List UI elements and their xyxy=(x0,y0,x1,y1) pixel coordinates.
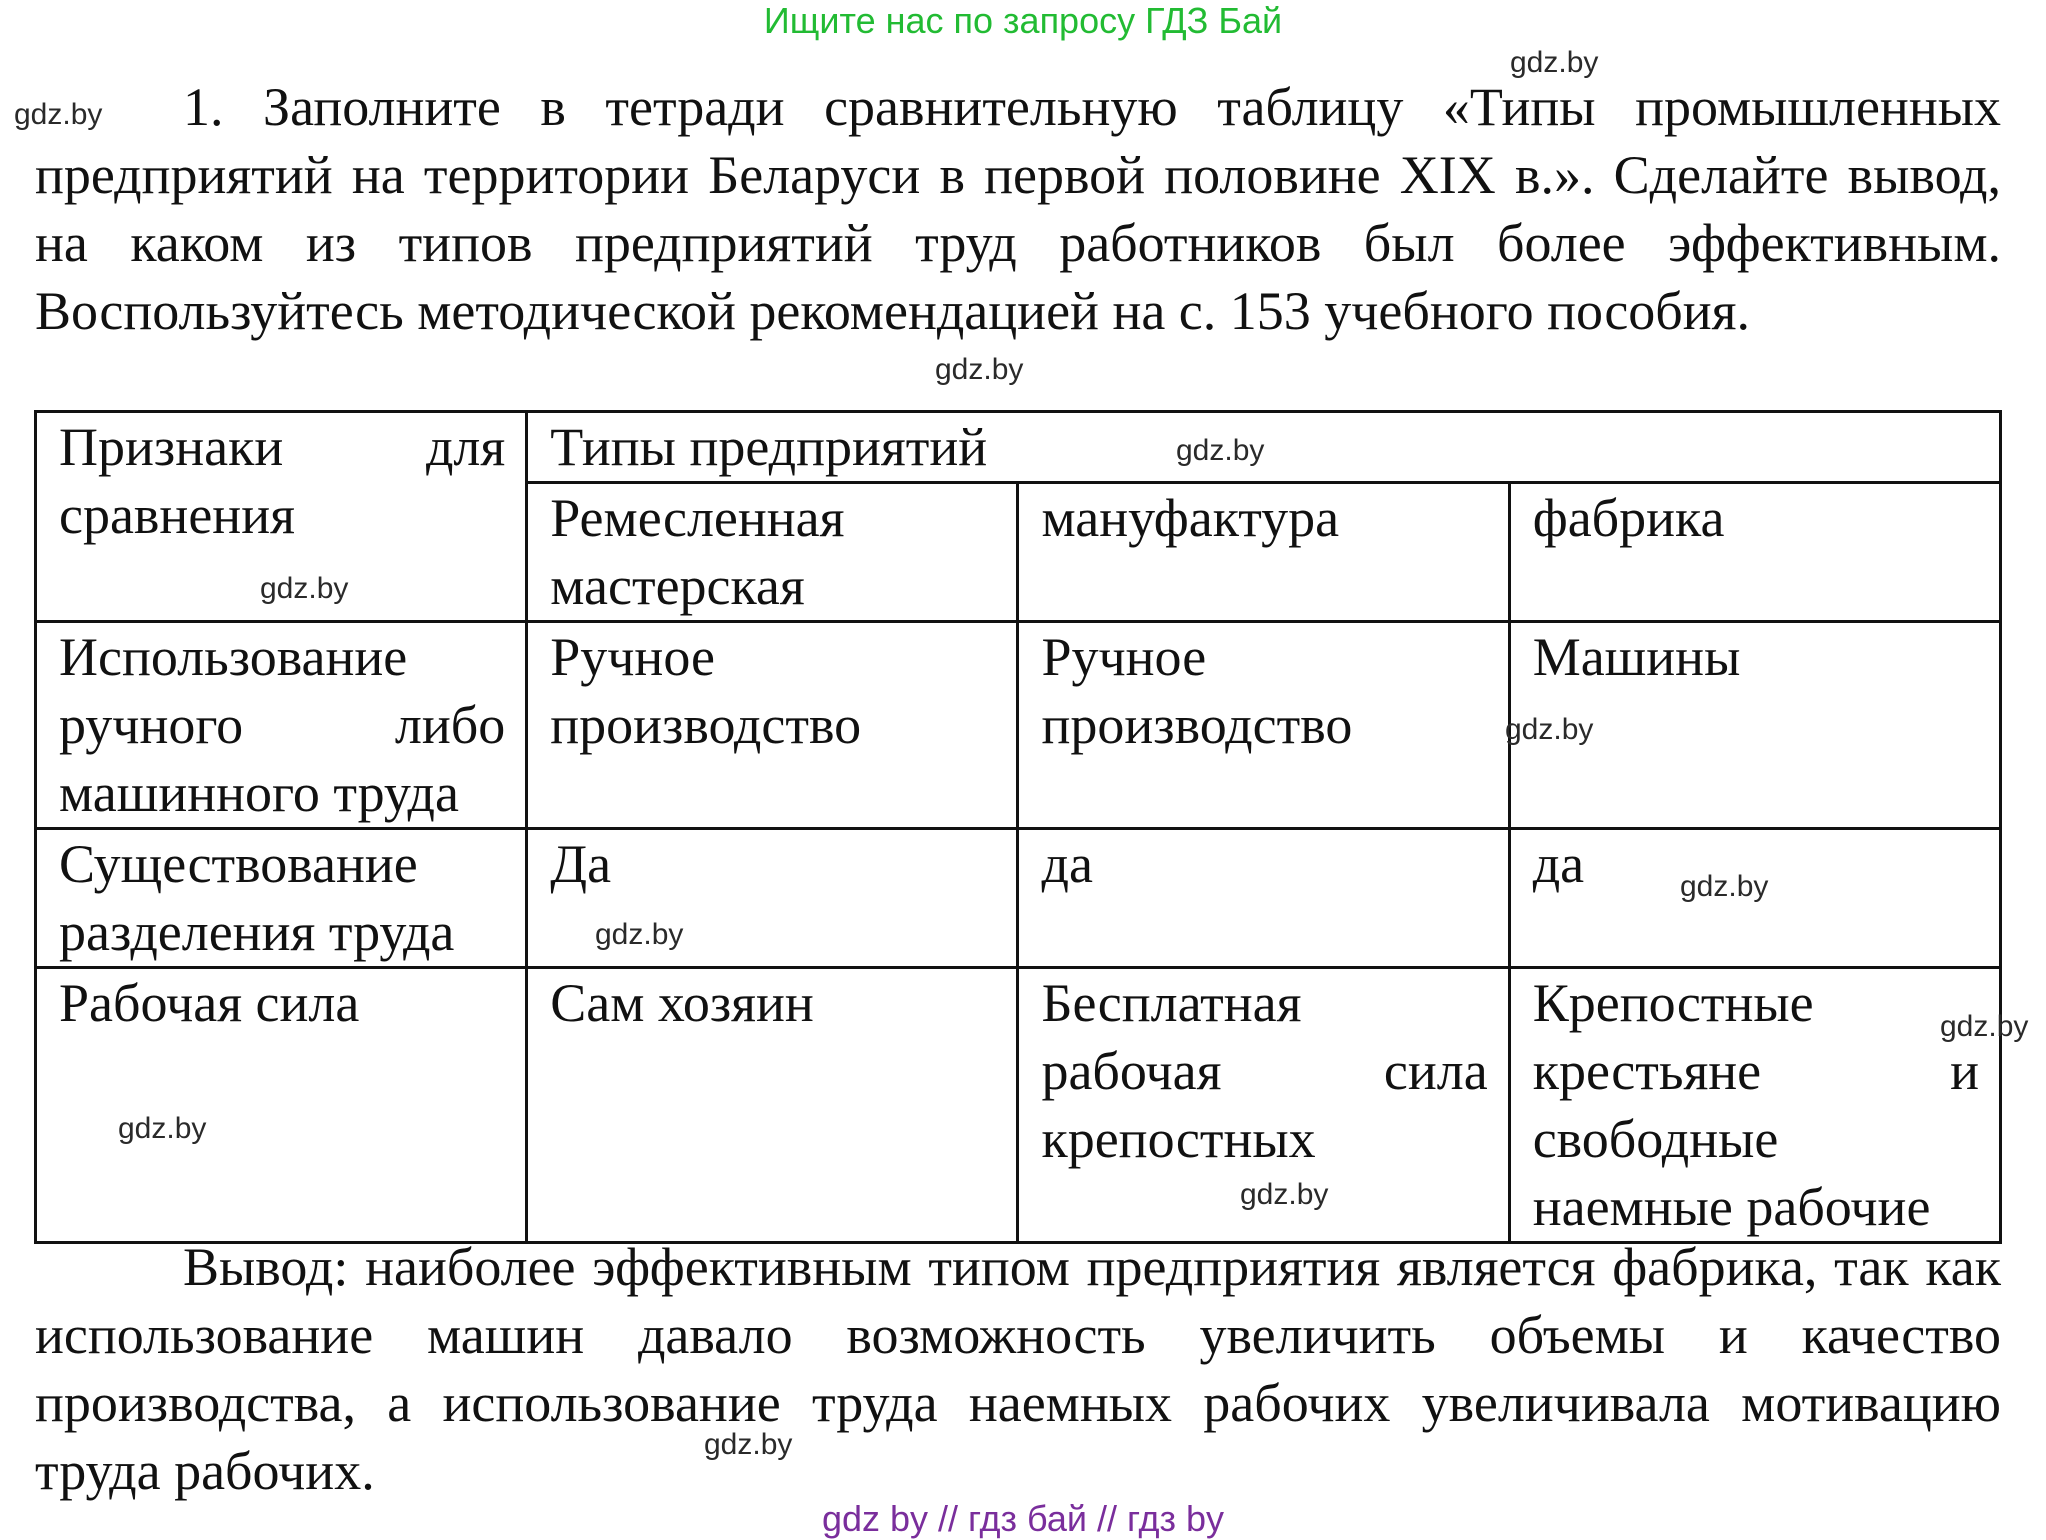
watermark: gdz.by xyxy=(14,98,103,131)
comparison-table xyxy=(34,410,2002,1244)
watermark: gdz.by xyxy=(1505,713,1594,746)
row-criterion: Использование ручного либо машинного труда xyxy=(36,622,527,829)
task-text: 1. Заполните в тетради сравнительную таблицу «Типы промышленных предприятий на территории Беларуси в первой половине XIX в.». Сделайте вывод, на каком из типов предприятий труд работников был более эффективным. Воспользуйтесь методической рекомендацией на с. 153 учебного пособия. xyxy=(35,77,2001,341)
watermark: gdz.by xyxy=(704,1428,793,1461)
table-row xyxy=(36,622,2001,829)
table-cell: Да xyxy=(527,829,1018,968)
types-header-cell: Типы предприятий xyxy=(527,412,2001,483)
table-cell: Ручное производство xyxy=(527,622,1018,829)
footer-links[interactable]: gdz by // гдз бай // гдз by xyxy=(821,1498,1225,1539)
watermark: gdz.by xyxy=(1680,870,1769,903)
watermark: gdz.by xyxy=(118,1112,207,1145)
table-cell: Ручное производство xyxy=(1018,622,1509,829)
table-cell: Машины xyxy=(1509,622,2000,829)
watermark: gdz.by xyxy=(1176,434,1265,467)
watermark: gdz.by xyxy=(595,918,684,951)
watermark: gdz.by xyxy=(935,353,1024,386)
table-cell: да xyxy=(1018,829,1509,968)
watermark: gdz.by xyxy=(1240,1178,1329,1211)
watermark: gdz.by xyxy=(1510,46,1599,79)
table-row xyxy=(36,968,2001,1243)
top-banner[interactable]: Ищите нас по запросу ГДЗ Бай xyxy=(763,0,1283,41)
table-cell: Бесплатная рабочая сила крепостных xyxy=(1018,968,1509,1243)
row-criterion: Существование разделения труда xyxy=(36,829,527,968)
table-cell: да xyxy=(1509,829,2000,968)
row-criterion: Рабочая сила xyxy=(36,968,527,1243)
type-column-header: фабрика xyxy=(1509,483,2000,622)
type-column-header: мануфактура xyxy=(1018,483,1509,622)
watermark: gdz.by xyxy=(260,572,349,605)
table-cell: Крепостные крестьяне и свободные наемные рабочие xyxy=(1509,968,2000,1243)
criteria-header-cell: Признаки для сравнения xyxy=(36,412,527,622)
watermark: gdz.by xyxy=(1940,1010,2029,1043)
conclusion-text: Вывод: наиболее эффективным типом предприятия является фабрика, так как использование машин давало возможность увеличить объемы и качество производства, а использование труда наемных рабочих увеличивала мотивацию труда рабочих. xyxy=(35,1237,2001,1501)
table-cell: Сам хозяин xyxy=(527,968,1018,1243)
table-header-row xyxy=(36,412,2001,483)
type-column-header: Ремесленная мастерская xyxy=(527,483,1018,622)
